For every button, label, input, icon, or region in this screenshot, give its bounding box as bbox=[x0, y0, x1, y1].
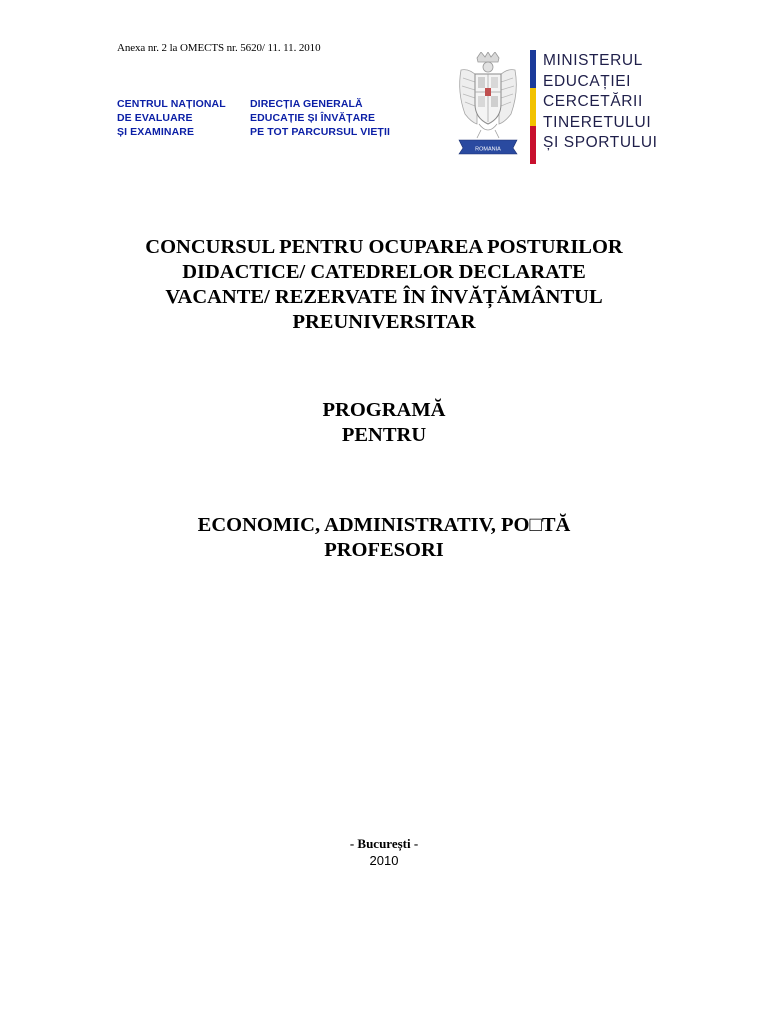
title-line: CONCURSUL PENTRU OCUPAREA POSTURILOR bbox=[145, 236, 623, 258]
institution-line: EDUCAȚIE ȘI ÎNVĂȚARE bbox=[250, 112, 376, 124]
directorate-name bbox=[250, 97, 390, 139]
institution-line: DE EVALUARE bbox=[117, 112, 193, 124]
cnee-institution-name bbox=[117, 97, 226, 139]
program-line: PENTRU bbox=[341, 424, 427, 446]
institution-line: PE TOT PARCURSUL VIEȚII bbox=[250, 126, 390, 138]
ministry-line: TINERETULUI bbox=[543, 113, 652, 131]
ministry-line: MINISTERUL bbox=[543, 52, 643, 69]
specialty-heading bbox=[0, 513, 768, 563]
year-label: 2010 bbox=[369, 853, 399, 868]
ministry-line: ȘI SPORTULUI bbox=[543, 134, 658, 151]
title-line: DIDACTICE/ CATEDRELOR DECLARATE bbox=[182, 261, 586, 283]
document-title bbox=[0, 235, 768, 335]
specialty-line: ECONOMIC, ADMINISTRATIV, PO□TĂ bbox=[197, 514, 571, 536]
flag-blue-band bbox=[530, 50, 536, 88]
title-line: VACANTE/ REZERVATE ÎN ÎNVĂȚĂMÂNTUL bbox=[165, 286, 603, 308]
annex-reference: Anexa nr. 2 la OMECTS nr. 5620/ 11. 11. 2010 bbox=[117, 42, 321, 54]
ministry-name bbox=[543, 51, 658, 154]
specialty-line: PROFESORI bbox=[324, 539, 444, 561]
ministry-line: CERCETĂRII bbox=[543, 93, 643, 110]
title-line: PREUNIVERSITAR bbox=[292, 311, 476, 333]
institution-line: DIRECȚIA GENERALĂ bbox=[250, 98, 363, 110]
program-heading bbox=[0, 398, 768, 448]
ministry-line: EDUCAȚIEI bbox=[543, 72, 632, 90]
crest-banner-text: ROMANIA bbox=[475, 146, 501, 153]
romanian-flag-stripe bbox=[530, 50, 536, 164]
city-label: - București - bbox=[349, 836, 419, 851]
institution-line: ȘI EXAMINARE bbox=[117, 126, 195, 138]
program-line: PROGRAMĂ bbox=[322, 399, 446, 421]
flag-yellow-band bbox=[530, 88, 536, 126]
institution-line: CENTRUL NAȚIONAL bbox=[117, 98, 226, 110]
flag-red-band bbox=[530, 126, 536, 164]
romania-coat-of-arms-icon bbox=[455, 52, 521, 156]
